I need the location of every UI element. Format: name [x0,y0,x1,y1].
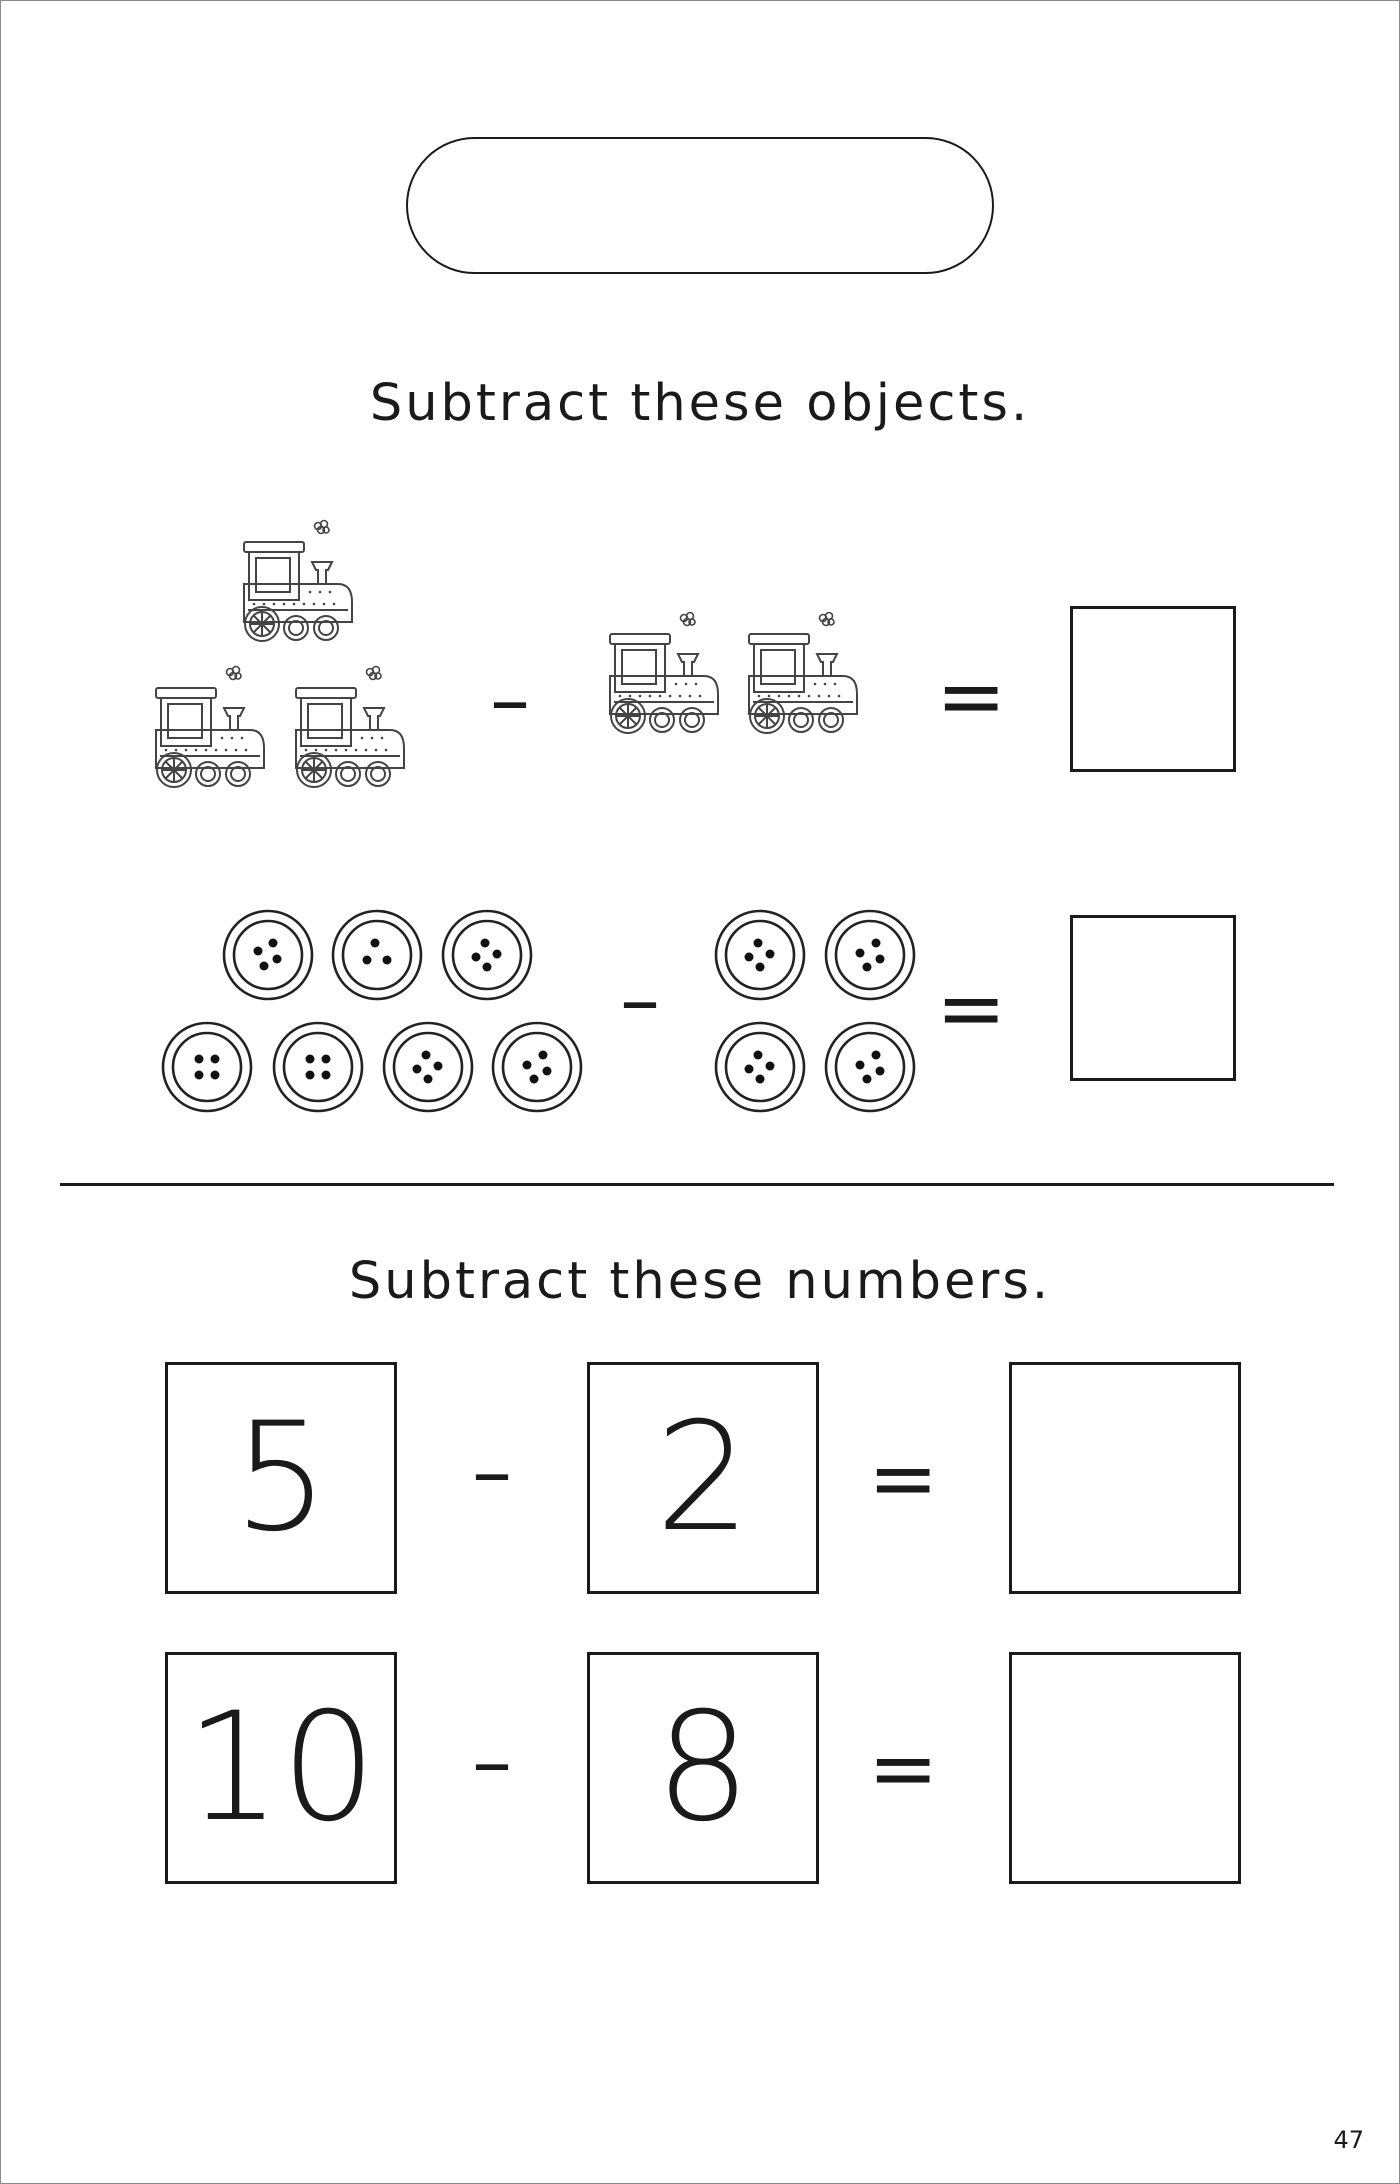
answer-box[interactable] [1070,915,1236,1081]
answer-box[interactable] [1009,1652,1241,1884]
minus-sign: – [472,1425,512,1518]
numbers-heading: Subtract these numbers. [348,1252,1052,1311]
number-box [165,1362,397,1594]
number: 10 [185,1681,377,1855]
answer-box[interactable] [1070,606,1236,772]
number-box [587,1362,819,1594]
equals-sign: = [936,647,1007,745]
number-box [587,1652,819,1884]
section-divider [60,1183,1334,1186]
minus-sign: – [472,1715,512,1808]
equals-sign: = [868,1719,939,1817]
answer-box[interactable] [1009,1362,1241,1594]
minus-sign: – [490,653,530,746]
objects-heading: Subtract these objects. [369,374,1031,433]
number: 5 [233,1391,329,1565]
page-number: 47 [1333,2126,1364,2154]
number: 8 [655,1681,751,1855]
name-field[interactable] [406,137,994,274]
minus-sign: – [620,953,660,1046]
equals-sign: = [868,1429,939,1527]
number-box [165,1652,397,1884]
equals-sign: = [936,959,1007,1057]
number: 2 [655,1391,751,1565]
